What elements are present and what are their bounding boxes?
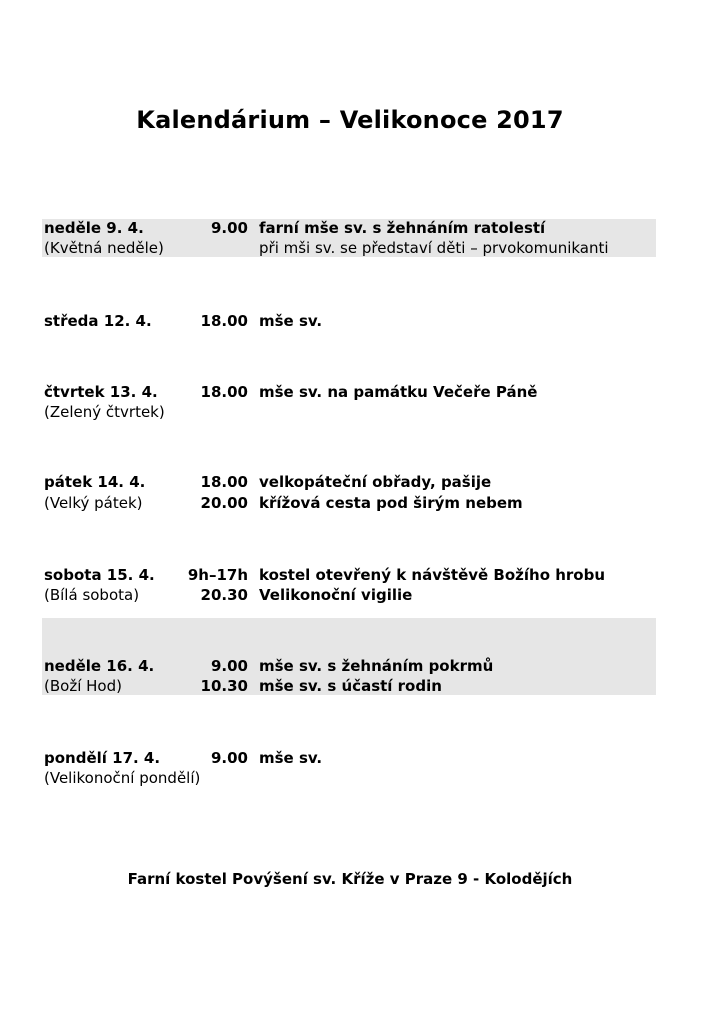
entry-time: 9h–17h <box>187 566 248 584</box>
entry-description: mše sv. <box>259 312 323 330</box>
entry-day-note: (Velký pátek) <box>44 494 143 512</box>
entry-day: neděle 9. 4. <box>44 219 144 237</box>
entry-row <box>0 565 724 586</box>
entry-row <box>0 311 724 332</box>
entry-day-note: (Boží Hod) <box>44 677 122 695</box>
entry-description: velkopáteční obřady, pašije <box>259 473 492 491</box>
entry-time: 18.00 <box>200 312 248 330</box>
entry-day: pondělí 17. 4. <box>44 749 161 767</box>
entry-row <box>0 768 724 789</box>
entry-description: Velikonoční vigilie <box>259 586 413 604</box>
entry-day: čtvrtek 13. 4. <box>44 383 158 401</box>
entry-time: 9.00 <box>210 749 248 767</box>
entry-day: středa 12. 4. <box>44 312 152 330</box>
entry-row <box>0 748 724 769</box>
entry-time: 18.00 <box>200 473 248 491</box>
entry-row <box>0 472 724 493</box>
entry-row <box>0 585 724 606</box>
entry-row <box>0 676 724 697</box>
entry-day: neděle 16. 4. <box>44 657 155 675</box>
entry-time: 10.30 <box>200 677 248 695</box>
entry-description: mše sv. <box>259 749 323 767</box>
page-title: Kalendárium – Velikonoce 2017 <box>136 106 564 134</box>
footer-church-name: Farní kostel Povýšení sv. Kříže v Praze 9 - Kolodějích <box>127 870 573 888</box>
entry-day-note: (Bílá sobota) <box>44 586 140 604</box>
entry-description: při mši sv. se představí děti – prvokomunikanti <box>259 239 609 257</box>
entry-day: sobota 15. 4. <box>44 566 155 584</box>
entry-time: 20.30 <box>200 586 248 604</box>
entry-row <box>0 218 724 239</box>
entry-description: mše sv. na památku Večeře Páně <box>259 383 538 401</box>
entry-day-note: (Zelený čtvrtek) <box>44 403 165 421</box>
entry-description: mše sv. s žehnáním pokrmů <box>259 657 494 675</box>
entry-time: 9.00 <box>210 219 248 237</box>
entry-row <box>0 493 724 514</box>
entry-time: 9.00 <box>210 657 248 675</box>
entry-description: mše sv. s účastí rodin <box>259 677 442 695</box>
entry-row <box>0 402 724 423</box>
entry-day-note: (Květná neděle) <box>44 239 164 257</box>
entry-description: kostel otevřený k návštěvě Božího hrobu <box>259 566 606 584</box>
entry-row <box>0 382 724 403</box>
entry-description: farní mše sv. s žehnáním ratolestí <box>259 219 546 237</box>
entry-row <box>0 656 724 677</box>
entry-day-note: (Velikonoční pondělí) <box>44 769 201 787</box>
entry-row <box>0 238 724 259</box>
entry-description: křížová cesta pod širým nebem <box>259 494 523 512</box>
entry-time: 20.00 <box>200 494 248 512</box>
entry-day: pátek 14. 4. <box>44 473 146 491</box>
entry-time: 18.00 <box>200 383 248 401</box>
